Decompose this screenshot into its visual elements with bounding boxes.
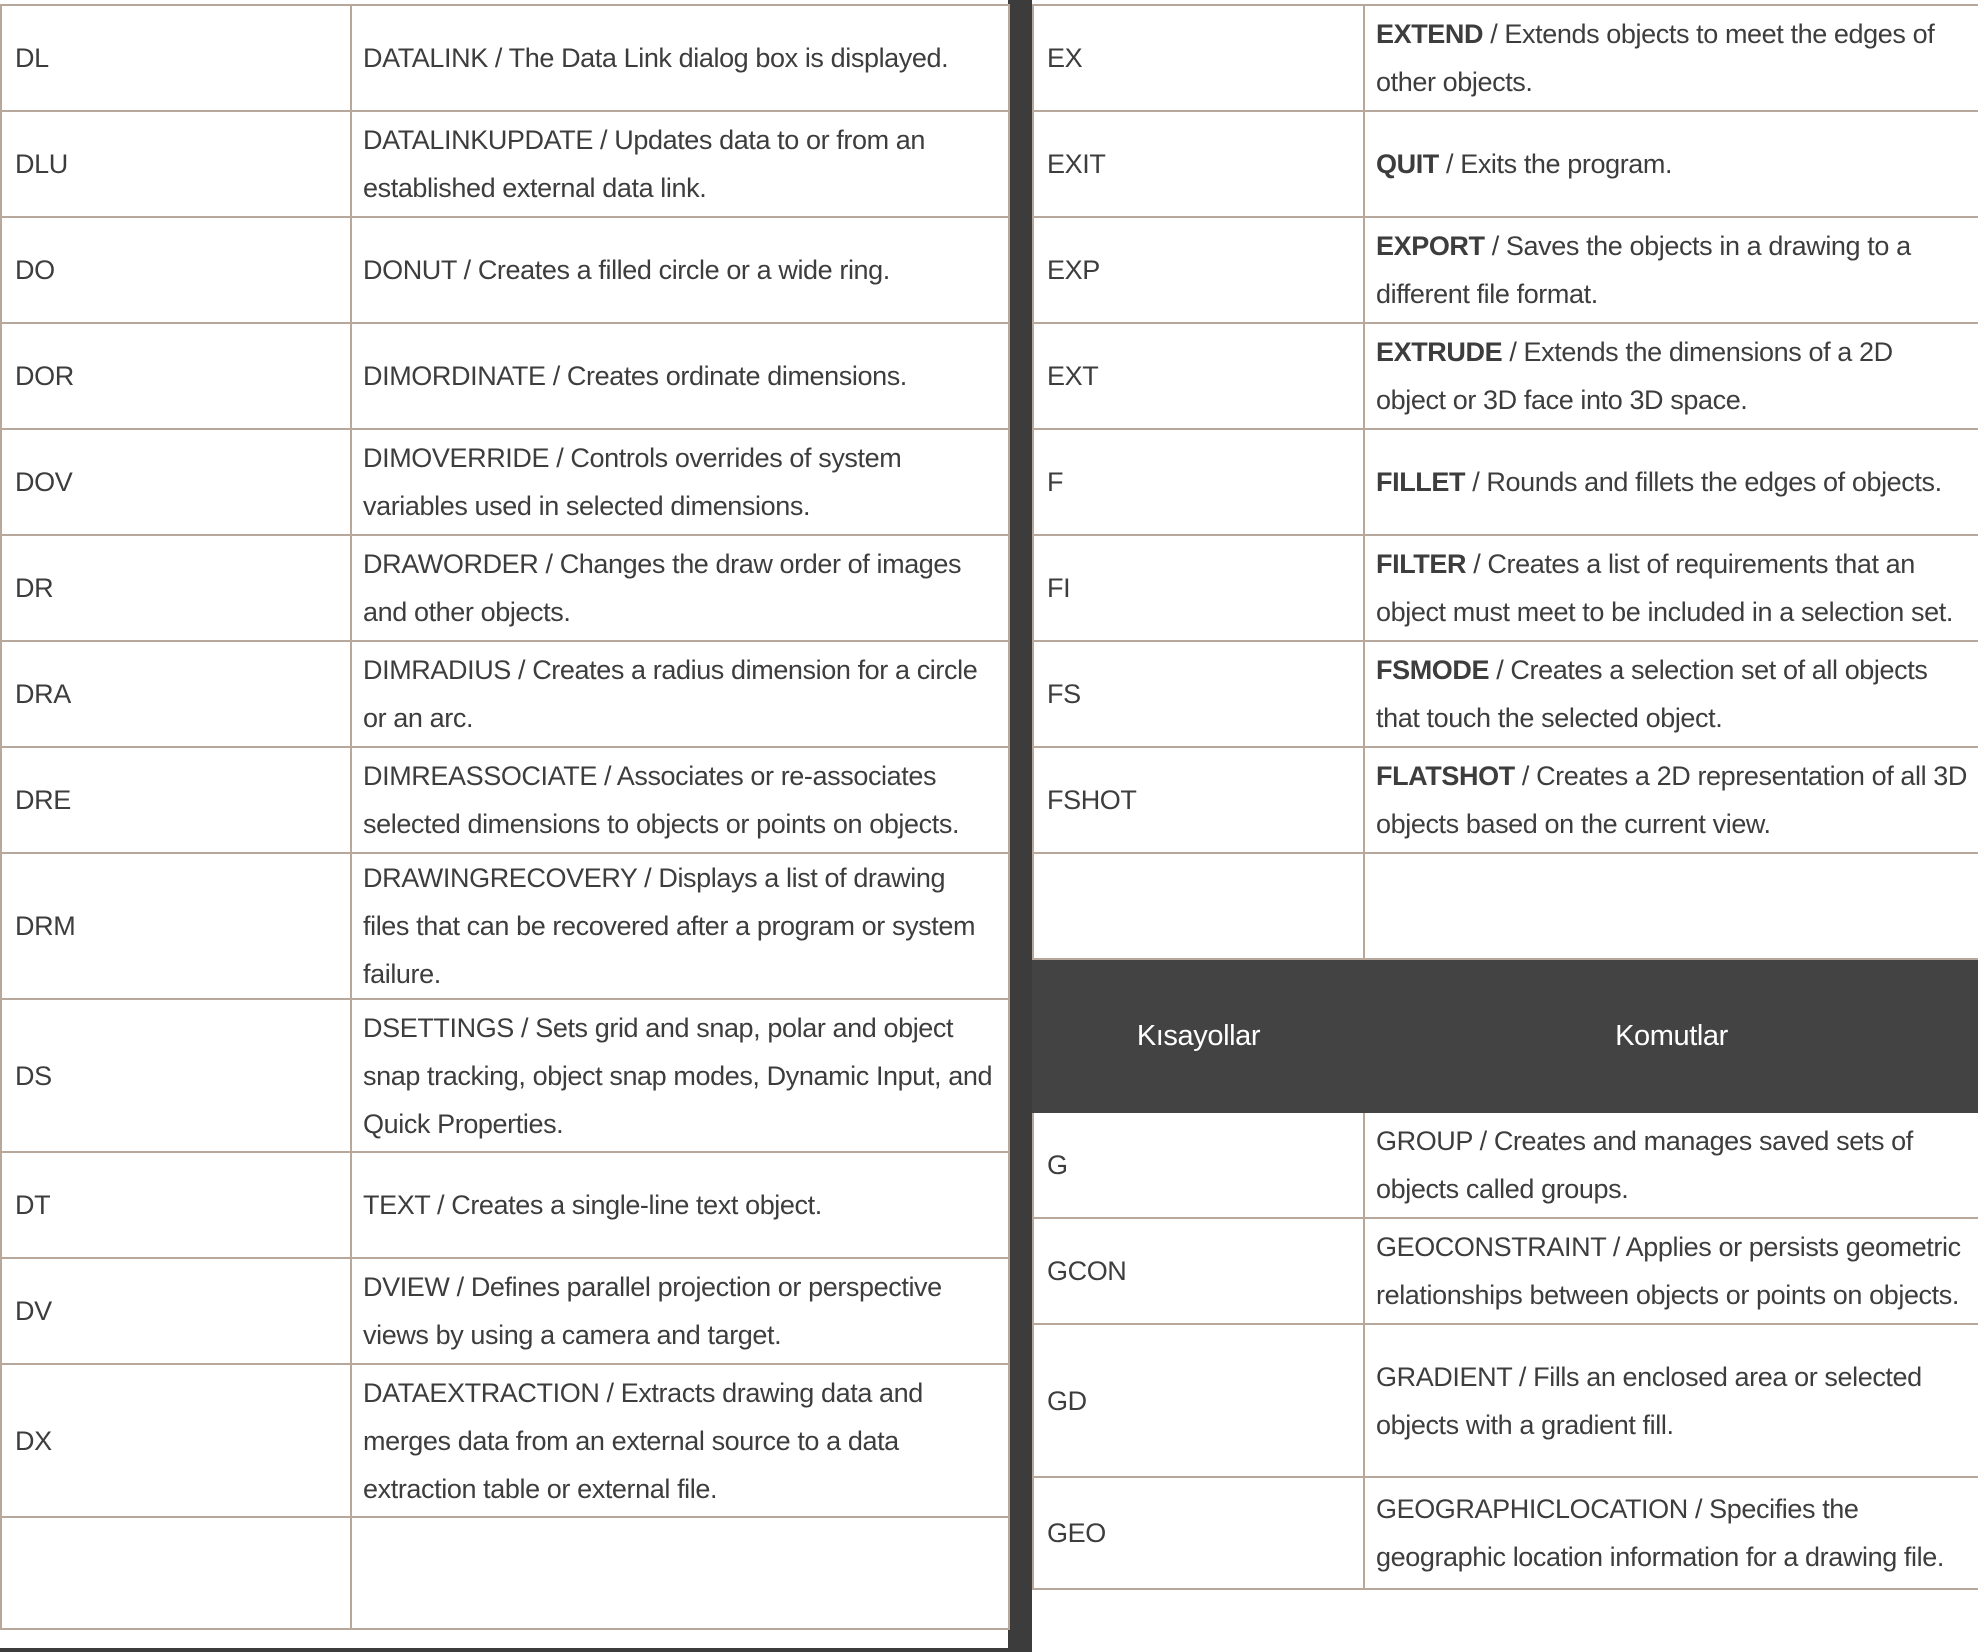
shortcut-cell: GCON (1033, 1218, 1364, 1324)
command-cell (351, 1152, 1009, 1258)
shortcut-cell: DX (1, 1364, 351, 1517)
table-row-empty (1033, 853, 1978, 959)
shortcut-cell: DR (1, 535, 351, 641)
shortcut-cell: EXT (1033, 323, 1364, 429)
command-cell (1364, 111, 1978, 217)
command-cell (351, 5, 1009, 111)
command-name: GRADIENT (1376, 1361, 1512, 1392)
command-description: / Saves the objects in a drawing to a different file format. (1376, 231, 1911, 309)
command-name: FILTER (1376, 549, 1467, 579)
shortcut-cell: FI (1033, 535, 1364, 641)
table-row (1033, 323, 1978, 429)
table-row-empty (1, 1517, 1009, 1629)
table-row (1, 747, 1009, 853)
shortcut-cell: DL (1, 5, 351, 111)
table-row (1033, 641, 1978, 747)
table-row (1033, 1112, 1978, 1218)
table-row (1, 217, 1009, 323)
shortcut-cell: DOV (1, 429, 351, 535)
command-cell (351, 999, 1009, 1152)
table-row (1033, 1324, 1978, 1477)
shortcut-cell (1033, 853, 1364, 959)
command-name: DATAEXTRACTION (363, 1377, 600, 1408)
shortcut-cell: DV (1, 1258, 351, 1364)
shortcut-cell: DO (1, 217, 351, 323)
command-description: / Rounds and fillets the edges of objects. (1465, 467, 1942, 497)
command-description: / Associates or re-associates selected dimensions to objects or points on objects. (363, 761, 960, 839)
header-commands: Komutlar (1364, 959, 1978, 1112)
command-description: / Creates and manages saved sets of objects called groups. (1376, 1126, 1913, 1204)
command-name: DVIEW (363, 1272, 450, 1302)
shortcut-cell: EX (1033, 5, 1364, 111)
command-name: DSETTINGS (363, 1012, 514, 1043)
command-cell (1364, 217, 1978, 323)
command-name: DONUT (363, 255, 457, 285)
command-cell (1364, 853, 1978, 959)
shortcut-cell: G (1033, 1112, 1364, 1218)
command-name: GEOGRAPHICLOCATION (1376, 1494, 1688, 1524)
command-cell (351, 323, 1009, 429)
command-name: QUIT (1376, 149, 1439, 179)
command-cell (1364, 535, 1978, 641)
right-shortcut-table (1032, 4, 1978, 1590)
shortcut-cell: DS (1, 999, 351, 1152)
shortcut-cell: DRM (1, 853, 351, 999)
command-description: / Extends objects to meet the edges of other objects. (1376, 19, 1935, 97)
table-row (1, 1258, 1009, 1364)
command-cell (351, 1517, 1009, 1629)
command-name: EXPORT (1376, 231, 1485, 261)
command-description: / Creates a single-line text object. (429, 1190, 822, 1220)
shortcut-cell: DLU (1, 111, 351, 217)
command-cell (351, 217, 1009, 323)
table-row (1033, 1477, 1978, 1589)
shortcut-cell: FS (1033, 641, 1364, 747)
command-cell (351, 535, 1009, 641)
table-row (1, 323, 1009, 429)
table-row (1033, 1218, 1978, 1324)
table-row (1, 1152, 1009, 1258)
command-name: GEOCONSTRAINT (1376, 1232, 1606, 1262)
shortcut-cell: DRA (1, 641, 351, 747)
command-name: DATALINKUPDATE (363, 125, 593, 155)
command-description: / Sets grid and snap, polar and object snap tracking, object snap modes, Dynamic Input, and Quick Properties. (363, 1012, 993, 1139)
command-description: / Changes the draw order of images and other objects. (363, 549, 962, 627)
shortcut-cell: FSHOT (1033, 747, 1364, 853)
command-name: FILLET (1376, 467, 1466, 497)
shortcut-cell: GD (1033, 1324, 1364, 1477)
command-cell (1364, 323, 1978, 429)
table-row (1033, 747, 1978, 853)
command-description: / Defines parallel projection or perspective views by using a camera and target. (363, 1272, 942, 1350)
command-description: / Controls overrides of system variables used in selected dimensions. (363, 443, 902, 521)
command-description: / Creates a filled circle or a wide ring. (456, 255, 890, 285)
command-description: / Extends the dimensions of a 2D object or 3D face into 3D space. (1376, 337, 1893, 415)
command-name: EXTEND (1376, 19, 1484, 49)
table-row (1, 641, 1009, 747)
shortcut-cell: EXP (1033, 217, 1364, 323)
table-row (1, 535, 1009, 641)
command-cell (351, 747, 1009, 853)
bottom-border (0, 1648, 1010, 1652)
command-name: DIMRADIUS (363, 655, 511, 685)
command-description: / Creates a radius dimension for a circle or an arc. (363, 655, 978, 733)
command-cell (351, 1258, 1009, 1364)
table-row (1, 853, 1009, 999)
command-description: / The Data Link dialog box is displayed. (487, 43, 949, 73)
command-cell (1364, 1112, 1978, 1218)
table-row (1, 5, 1009, 111)
command-description: / Exits the program. (1438, 149, 1673, 179)
column-divider (1008, 0, 1032, 1652)
command-name: DIMOVERRIDE (363, 443, 550, 473)
table-row (1033, 111, 1978, 217)
command-cell (351, 429, 1009, 535)
table-header-row (1033, 959, 1978, 1112)
command-name: DIMORDINATE (363, 361, 546, 391)
shortcut-cell: EXIT (1033, 111, 1364, 217)
command-cell (1364, 641, 1978, 747)
command-description: / Creates a 2D representation of all 3D objects based on the current view. (1376, 761, 1968, 839)
command-cell (1364, 1218, 1978, 1324)
table-row (1033, 5, 1978, 111)
shortcut-cell: DT (1, 1152, 351, 1258)
command-name: DIMREASSOCIATE (363, 761, 597, 791)
command-cell (351, 641, 1009, 747)
command-description: / Creates ordinate dimensions. (545, 361, 907, 391)
header-shortcuts: Kısayollar (1033, 959, 1364, 1112)
command-cell (1364, 429, 1978, 535)
command-name: FLATSHOT (1376, 761, 1515, 791)
command-name: FSMODE (1376, 655, 1490, 685)
shortcut-cell: DOR (1, 323, 351, 429)
command-cell (1364, 5, 1978, 111)
command-description: / Displays a list of drawing files that can be recovered after a program or system failure. (363, 863, 976, 989)
table-row (1, 999, 1009, 1152)
command-name: GROUP (1376, 1126, 1473, 1156)
command-description: / Creates a selection set of all objects that touch the selected object. (1376, 655, 1928, 733)
command-name: TEXT (363, 1190, 430, 1220)
command-cell (1364, 1324, 1978, 1477)
command-cell (351, 853, 1009, 999)
command-description: / Fills an enclosed area or selected objects with a gradient fill. (1376, 1361, 1922, 1440)
table-row (1033, 429, 1978, 535)
command-description: / Specifies the geographic location information for a drawing file. (1376, 1494, 1944, 1572)
table-row (1033, 217, 1978, 323)
command-cell (1364, 1477, 1978, 1589)
left-shortcut-table (0, 4, 1010, 1630)
command-description: / Applies or persists geometric relationships between objects or points on objects. (1376, 1232, 1961, 1310)
shortcut-cell: F (1033, 429, 1364, 535)
command-description: / Extracts drawing data and merges data from an external source to a data extraction table or external file. (363, 1377, 923, 1504)
command-cell (1364, 747, 1978, 853)
command-description: / Creates a list of requirements that an object must meet to be included in a selection set. (1376, 549, 1953, 627)
command-cell (351, 111, 1009, 217)
shortcut-cell: DRE (1, 747, 351, 853)
command-cell (351, 1364, 1009, 1517)
command-name: EXTRUDE (1376, 337, 1503, 367)
shortcut-cell: GEO (1033, 1477, 1364, 1589)
shortcut-cell (1, 1517, 351, 1629)
table-row (1, 111, 1009, 217)
command-name: DRAWORDER (363, 549, 539, 579)
command-description: / Updates data to or from an established external data link. (363, 125, 926, 203)
table-row (1033, 535, 1978, 641)
table-row (1, 429, 1009, 535)
table-row (1, 1364, 1009, 1517)
command-name: DRAWINGRECOVERY (363, 863, 638, 893)
command-name: DATALINK (363, 43, 488, 73)
